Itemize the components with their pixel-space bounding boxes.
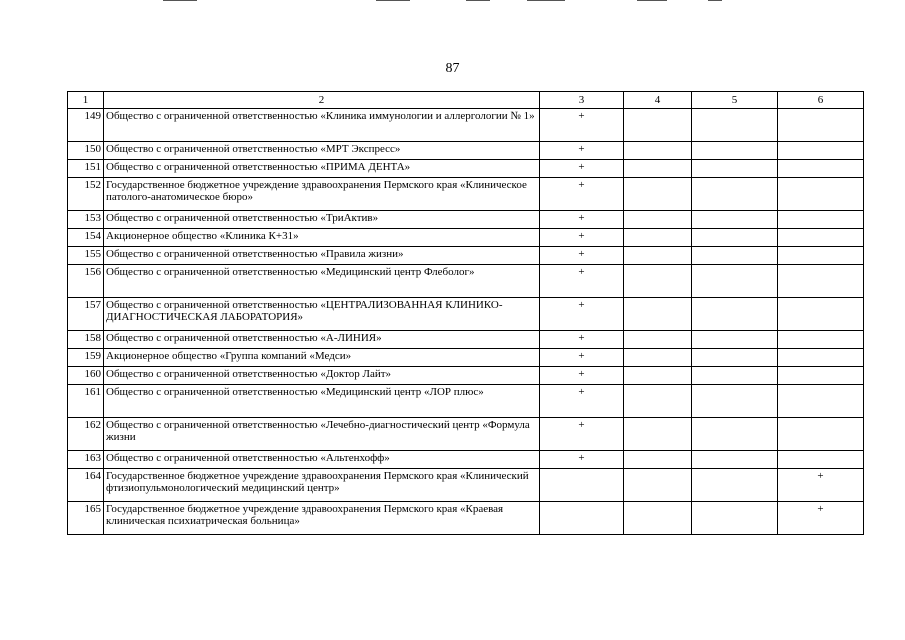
column-4-mark-cell [624, 265, 692, 298]
column-3-mark-cell: + [540, 178, 624, 211]
column-5-mark-cell [692, 349, 778, 367]
column-6-mark-cell [778, 211, 864, 229]
organization-name-cell: Государственное бюджетное учреждение здравоохранения Пермского края «Краевая клиническая психиатрическая больница» [104, 502, 540, 535]
organization-name-cell: Общество с ограниченной ответственностью «ЦЕНТРАЛИЗОВАННАЯ КЛИНИКО-ДИАГНОСТИЧЕСКАЯ ЛАБОРАТОРИЯ» [104, 298, 540, 331]
column-5-mark-cell [692, 451, 778, 469]
table-row [68, 178, 864, 211]
table-row [68, 229, 864, 247]
column-4-mark-cell [624, 178, 692, 211]
organizations-table [67, 91, 864, 535]
column-4-mark-cell [624, 109, 692, 142]
column-3-mark-cell: + [540, 160, 624, 178]
column-4-mark-cell [624, 469, 692, 502]
row-number-cell: 164 [68, 469, 104, 502]
organization-name-cell: Общество с ограниченной ответственностью «МРТ Экспресс» [104, 142, 540, 160]
column-5-mark-cell [692, 178, 778, 211]
organization-name-cell: Общество с ограниченной ответственностью «Медицинский центр «ЛОР плюс» [104, 385, 540, 418]
organization-name-cell: Общество с ограниченной ответственностью «ПРИМА ДЕНТА» [104, 160, 540, 178]
table-header-row [68, 92, 864, 109]
column-6-mark-cell [778, 247, 864, 265]
column-5-mark-cell [692, 298, 778, 331]
table-row [68, 247, 864, 265]
column-5-mark-cell [692, 247, 778, 265]
column-3-mark-cell: + [540, 331, 624, 349]
organization-name-cell: Общество с ограниченной ответственностью «Доктор Лайт» [104, 367, 540, 385]
row-number-cell: 162 [68, 418, 104, 451]
column-3-mark-cell: + [540, 211, 624, 229]
row-number-cell: 163 [68, 451, 104, 469]
column-5-mark-cell [692, 385, 778, 418]
organization-name-cell: Акционерное общество «Клиника К+31» [104, 229, 540, 247]
column-5-mark-cell [692, 502, 778, 535]
column-4-mark-cell [624, 502, 692, 535]
table-row [68, 331, 864, 349]
row-number-cell: 159 [68, 349, 104, 367]
table-row [68, 502, 864, 535]
column-3-mark-cell: + [540, 349, 624, 367]
column-header-2: 2 [104, 92, 540, 109]
column-4-mark-cell [624, 142, 692, 160]
column-6-mark-cell [778, 298, 864, 331]
organization-name-cell: Акционерное общество «Группа компаний «Медси» [104, 349, 540, 367]
row-number-cell: 160 [68, 367, 104, 385]
organization-name-cell: Общество с ограниченной ответственностью «Лечебно-диагностический центр «Формула жизни [104, 418, 540, 451]
column-6-mark-cell [778, 109, 864, 142]
column-header-5: 5 [692, 92, 778, 109]
column-3-mark-cell: + [540, 265, 624, 298]
column-header-6: 6 [778, 92, 864, 109]
column-6-mark-cell [778, 265, 864, 298]
column-3-mark-cell: + [540, 247, 624, 265]
table-row [68, 211, 864, 229]
column-4-mark-cell [624, 298, 692, 331]
column-6-mark-cell [778, 331, 864, 349]
column-4-mark-cell [624, 331, 692, 349]
column-3-mark-cell: + [540, 385, 624, 418]
table-row [68, 469, 864, 502]
table-body [68, 109, 864, 535]
column-6-mark-cell [778, 229, 864, 247]
column-4-mark-cell [624, 229, 692, 247]
table-row [68, 265, 864, 298]
row-number-cell: 155 [68, 247, 104, 265]
column-5-mark-cell [692, 160, 778, 178]
column-4-mark-cell [624, 385, 692, 418]
column-4-mark-cell [624, 349, 692, 367]
row-number-cell: 154 [68, 229, 104, 247]
organization-name-cell: Общество с ограниченной ответственностью «Клиника иммунологии и аллергологии № 1» [104, 109, 540, 142]
row-number-cell: 152 [68, 178, 104, 211]
row-number-cell: 153 [68, 211, 104, 229]
column-3-mark-cell: + [540, 298, 624, 331]
table-row [68, 451, 864, 469]
row-number-cell: 151 [68, 160, 104, 178]
scan-edge-marks [0, 0, 905, 4]
column-5-mark-cell [692, 469, 778, 502]
column-6-mark-cell [778, 142, 864, 160]
row-number-cell: 156 [68, 265, 104, 298]
column-4-mark-cell [624, 418, 692, 451]
column-5-mark-cell [692, 331, 778, 349]
table-row [68, 298, 864, 331]
column-5-mark-cell [692, 367, 778, 385]
table-row [68, 385, 864, 418]
column-6-mark-cell [778, 385, 864, 418]
page-number: 87 [445, 61, 460, 76]
column-5-mark-cell [692, 418, 778, 451]
table-row [68, 160, 864, 178]
column-header-4: 4 [624, 92, 692, 109]
column-3-mark-cell: + [540, 367, 624, 385]
column-3-mark-cell: + [540, 229, 624, 247]
column-5-mark-cell [692, 211, 778, 229]
organization-name-cell: Государственное бюджетное учреждение здравоохранения Пермского края «Клинический фтизиопульмонологический медицинский центр» [104, 469, 540, 502]
column-6-mark-cell: + [778, 502, 864, 535]
organization-name-cell: Государственное бюджетное учреждение здравоохранения Пермского края «Клиническое патолого-анатомическое бюро» [104, 178, 540, 211]
column-3-mark-cell [540, 469, 624, 502]
column-4-mark-cell [624, 451, 692, 469]
column-3-mark-cell [540, 502, 624, 535]
column-5-mark-cell [692, 142, 778, 160]
column-4-mark-cell [624, 160, 692, 178]
table-row [68, 142, 864, 160]
table-row [68, 349, 864, 367]
table-row [68, 418, 864, 451]
table-row [68, 367, 864, 385]
column-6-mark-cell [778, 178, 864, 211]
organization-name-cell: Общество с ограниченной ответственностью «Медицинский центр Флеболог» [104, 265, 540, 298]
column-3-mark-cell: + [540, 418, 624, 451]
column-3-mark-cell: + [540, 142, 624, 160]
column-header-3: 3 [540, 92, 624, 109]
row-number-cell: 150 [68, 142, 104, 160]
column-5-mark-cell [692, 109, 778, 142]
organization-name-cell: Общество с ограниченной ответственностью «Правила жизни» [104, 247, 540, 265]
column-6-mark-cell [778, 160, 864, 178]
column-5-mark-cell [692, 265, 778, 298]
column-6-mark-cell [778, 418, 864, 451]
column-4-mark-cell [624, 247, 692, 265]
column-3-mark-cell: + [540, 109, 624, 142]
column-header-1: 1 [68, 92, 104, 109]
column-6-mark-cell [778, 451, 864, 469]
row-number-cell: 161 [68, 385, 104, 418]
organization-name-cell: Общество с ограниченной ответственностью «ТриАктив» [104, 211, 540, 229]
organization-name-cell: Общество с ограниченной ответственностью «А-ЛИНИЯ» [104, 331, 540, 349]
column-4-mark-cell [624, 211, 692, 229]
row-number-cell: 149 [68, 109, 104, 142]
column-3-mark-cell: + [540, 451, 624, 469]
table-row [68, 109, 864, 142]
column-6-mark-cell [778, 367, 864, 385]
column-5-mark-cell [692, 229, 778, 247]
row-number-cell: 157 [68, 298, 104, 331]
row-number-cell: 158 [68, 331, 104, 349]
organization-name-cell: Общество с ограниченной ответственностью «Альтенхофф» [104, 451, 540, 469]
column-6-mark-cell: + [778, 469, 864, 502]
row-number-cell: 165 [68, 502, 104, 535]
column-6-mark-cell [778, 349, 864, 367]
column-4-mark-cell [624, 367, 692, 385]
